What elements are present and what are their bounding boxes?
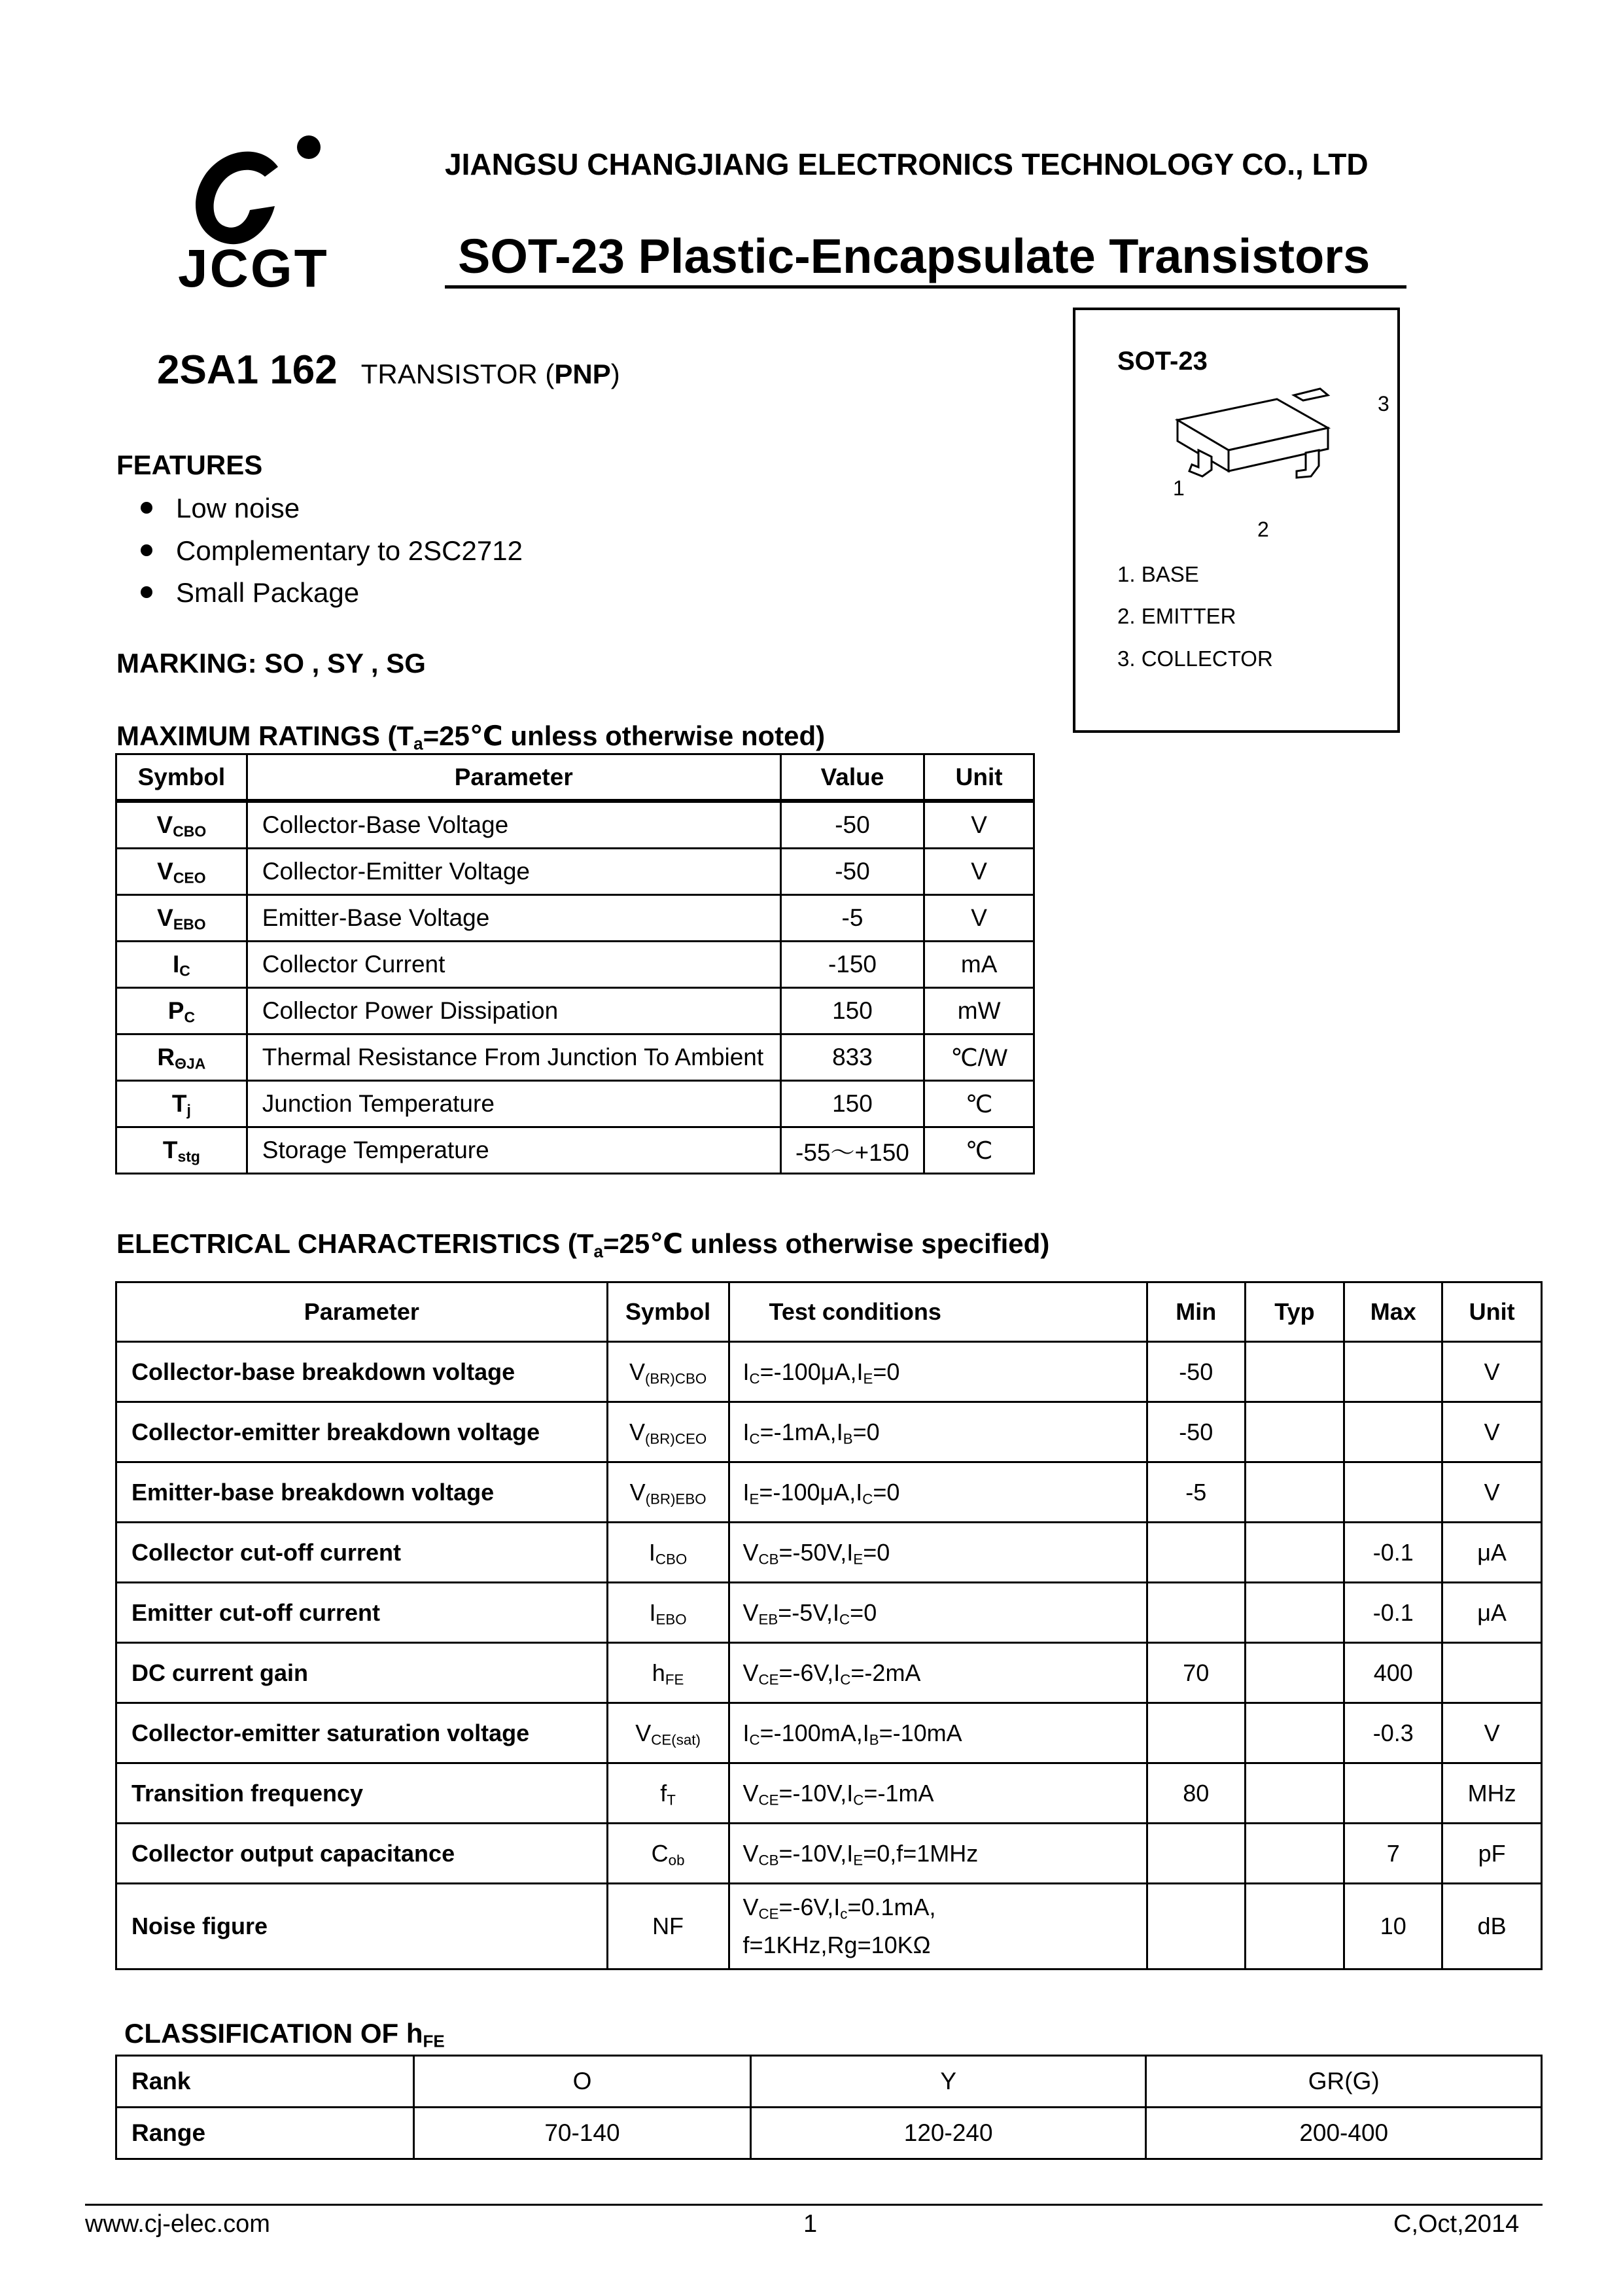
cond-val: =-1mA,: [759, 1418, 837, 1445]
condition-cell: [729, 1402, 1147, 1462]
parameter-cell: Transition frequency: [116, 1763, 608, 1824]
rank-cell: Y: [750, 2056, 1146, 2108]
symbol-cell: [607, 1462, 729, 1523]
cond-var: V: [742, 1538, 759, 1566]
range-row: [116, 2108, 1542, 2159]
parameter-cell: DC current gain: [116, 1643, 608, 1703]
part-type-prefix: TRANSISTOR (: [360, 359, 555, 389]
electrical-body: [116, 1342, 1542, 1969]
feature-text: Complementary to 2SC2712: [176, 535, 523, 566]
cond-val: =0: [873, 1358, 900, 1385]
value-cell: -50: [780, 801, 924, 849]
symbol-cell: [607, 1523, 729, 1583]
symbol-cell: [607, 1824, 729, 1884]
cond-val: =-1mA: [864, 1779, 934, 1807]
typ-cell: [1245, 1703, 1344, 1763]
max-cell: [1344, 1763, 1442, 1824]
cond-sub: E: [863, 1370, 873, 1387]
table-row: [116, 1583, 1542, 1643]
unit-cell: pF: [1442, 1824, 1542, 1884]
symbol-cell: [116, 1127, 247, 1174]
pin-number-2: 2: [1257, 518, 1269, 541]
revision-date: C,Oct,2014: [1393, 2210, 1520, 2238]
symbol-main: R: [157, 1044, 175, 1070]
condition-line: [743, 1888, 1146, 1926]
cond-val: =-6V,: [778, 1659, 834, 1686]
condition-line: [743, 1539, 1146, 1566]
symbol-main: V: [157, 858, 173, 885]
table-row: [116, 1081, 1034, 1127]
symbol-sub: CBO: [173, 822, 207, 840]
unit-cell: [1442, 1643, 1542, 1703]
table-row: [116, 1824, 1542, 1884]
symbol-main: I: [648, 1538, 655, 1566]
unit-cell: V: [1442, 1462, 1542, 1523]
cond-val: =-50V,: [778, 1538, 847, 1566]
symbol-cell: [116, 988, 247, 1034]
cond-var: I: [833, 1659, 841, 1686]
value-cell: 150: [780, 1081, 924, 1127]
symbol-sub: CEO: [173, 869, 206, 887]
table-row: [116, 801, 1034, 849]
rank-label: Rank: [116, 2056, 414, 2108]
cond-val: =-2mA: [850, 1659, 921, 1686]
typ-cell: [1245, 1583, 1344, 1643]
parameter-cell: Emitter cut-off current: [116, 1583, 608, 1643]
symbol-cell: [116, 849, 247, 895]
symbol-cell: [607, 1884, 729, 1969]
range-cell: 200-400: [1146, 2108, 1542, 2159]
table-row: [116, 849, 1034, 895]
pin-number-1: 1: [1173, 476, 1185, 500]
symbol-main: NF: [652, 1913, 684, 1939]
symbol-main: T: [162, 1137, 178, 1163]
feature-item: [141, 495, 300, 522]
max-ratings-table: [115, 753, 1035, 1174]
value-cell: 150: [780, 988, 924, 1034]
range-cell: 70-140: [414, 2108, 751, 2159]
symbol-cell: [116, 1034, 247, 1081]
elec-title-pre: ELECTRICAL CHARACTERISTICS (T: [116, 1228, 594, 1259]
min-cell: [1147, 1583, 1245, 1643]
table-header-row: [116, 1282, 1542, 1342]
max-cell: [1344, 1462, 1442, 1523]
max-cell: -0.3: [1344, 1703, 1442, 1763]
symbol-sub: (BR)CBO: [644, 1370, 707, 1387]
cond-var: I: [833, 1894, 841, 1921]
cond-sub: C: [749, 1370, 760, 1387]
cond-var: I: [856, 1358, 864, 1385]
unit-cell: MHz: [1442, 1763, 1542, 1824]
max-cell: 10: [1344, 1884, 1442, 1969]
col-header: Unit: [1442, 1282, 1542, 1342]
parameter-cell: Storage Temperature: [247, 1127, 780, 1174]
table-row: [116, 1523, 1542, 1583]
typ-cell: [1245, 1643, 1344, 1703]
cond-val: =0: [850, 1598, 877, 1626]
unit-cell: dB: [1442, 1884, 1542, 1969]
cond-sub: CE: [758, 1671, 779, 1688]
table-row: [116, 1402, 1542, 1462]
cond-val: =0: [873, 1478, 900, 1506]
col-header: Parameter: [116, 1282, 608, 1342]
condition-cell: [729, 1523, 1147, 1583]
min-cell: [1147, 1824, 1245, 1884]
bullet-icon: [141, 586, 152, 598]
symbol-sub: (BR)EBO: [645, 1491, 707, 1508]
symbol-sub: T: [667, 1792, 676, 1809]
symbol-main: I: [172, 951, 180, 978]
parameter-cell: Collector-Base Voltage: [247, 801, 780, 849]
condition-line: [743, 1599, 1146, 1627]
min-cell: -50: [1147, 1402, 1245, 1462]
symbol-main: I: [649, 1598, 656, 1626]
features-title: FEATURES: [116, 450, 263, 480]
cond-sub: C: [839, 1611, 850, 1628]
pin-number-3: 3: [1378, 392, 1389, 415]
symbol-cell: [607, 1703, 729, 1763]
cond-var: I: [833, 1598, 840, 1626]
max-cell: [1344, 1402, 1442, 1462]
typ-cell: [1245, 1523, 1344, 1583]
condition-line: [743, 1419, 1146, 1446]
max-title-post: =25℃ unless otherwise noted): [423, 720, 826, 751]
sot23-package-drawing: [1151, 373, 1393, 569]
col-header: Symbol: [607, 1282, 729, 1342]
symbol-sub: CE(sat): [651, 1731, 701, 1748]
cond-var: V: [742, 1659, 759, 1686]
cond-sub: C: [853, 1792, 864, 1809]
table-row: [116, 1127, 1034, 1174]
parameter-cell: Collector-base breakdown voltage: [116, 1342, 608, 1402]
cond-val: =-10V,: [778, 1839, 847, 1867]
class-title-text: CLASSIFICATION OF h: [124, 2018, 423, 2049]
typ-cell: [1245, 1402, 1344, 1462]
unit-cell: mA: [924, 942, 1034, 988]
symbol-sub: ΘJA: [175, 1055, 206, 1072]
table-row: [116, 942, 1034, 988]
pin-label-collector: 3. COLLECTOR: [1117, 646, 1273, 671]
min-cell: [1147, 1884, 1245, 1969]
max-title-sub: a: [413, 733, 423, 754]
max-title-pre: MAXIMUM RATINGS (T: [116, 720, 414, 751]
cond-sub: C: [840, 1671, 851, 1688]
min-cell: -50: [1147, 1342, 1245, 1402]
title-underline: [445, 285, 1406, 289]
table-row: [116, 1342, 1542, 1402]
feature-item: [141, 537, 523, 565]
col-header: Min: [1147, 1282, 1245, 1342]
value-cell: -150: [780, 942, 924, 988]
feature-item: [141, 579, 359, 607]
condition-line: [743, 1479, 1146, 1506]
min-cell: -5: [1147, 1462, 1245, 1523]
condition-cell: [729, 1824, 1147, 1884]
symbol-cell: [116, 895, 247, 942]
cond-sub: E: [749, 1491, 759, 1508]
parameter-cell: Collector cut-off current: [116, 1523, 608, 1583]
cond-var: I: [742, 1358, 750, 1385]
table-row: [116, 1643, 1542, 1703]
symbol-sub: j: [186, 1101, 191, 1119]
max-cell: -0.1: [1344, 1583, 1442, 1643]
min-cell: 70: [1147, 1643, 1245, 1703]
symbol-main: V: [629, 1478, 646, 1506]
table-row: [116, 1703, 1542, 1763]
symbol-main: V: [156, 811, 173, 838]
cond-var: V: [742, 1894, 759, 1921]
cond-var: I: [856, 1478, 863, 1506]
table-row: [116, 1462, 1542, 1523]
symbol-cell: [116, 942, 247, 988]
cond-val: =-10V,: [778, 1779, 847, 1807]
max-ratings-body: [116, 801, 1034, 1174]
col-header: Symbol: [116, 754, 247, 802]
condition-line: [743, 1720, 1146, 1747]
symbol-cell: [607, 1763, 729, 1824]
cond-sub: CB: [758, 1551, 779, 1568]
col-header: Test conditions: [729, 1282, 1147, 1342]
parameter-cell: Collector Current: [247, 942, 780, 988]
symbol-sub: EBO: [655, 1611, 687, 1628]
symbol-main: C: [651, 1839, 669, 1867]
condition-cell: [729, 1342, 1147, 1402]
max-ratings-title: [116, 720, 826, 754]
part-polarity: PNP: [554, 359, 611, 389]
cond-sub: B: [843, 1430, 853, 1447]
table-row: [116, 1034, 1034, 1081]
unit-cell: ℃: [924, 1081, 1034, 1127]
condition-line: [743, 1780, 1146, 1807]
cond-var: I: [846, 1839, 854, 1867]
typ-cell: [1245, 1824, 1344, 1884]
typ-cell: [1245, 1462, 1344, 1523]
max-cell: 7: [1344, 1824, 1442, 1884]
min-cell: [1147, 1523, 1245, 1583]
col-header: Unit: [924, 754, 1034, 802]
bullet-icon: [141, 502, 152, 514]
document-title: SOT-23 Plastic-Encapsulate Transistors: [458, 229, 1370, 283]
cond-sub: E: [853, 1852, 864, 1869]
range-cell: 120-240: [750, 2108, 1146, 2159]
cond-sub: CB: [758, 1852, 779, 1869]
parameter-cell: Collector-emitter saturation voltage: [116, 1703, 608, 1763]
cond-var: I: [742, 1418, 750, 1445]
unit-cell: V: [1442, 1703, 1542, 1763]
value-cell: 833: [780, 1034, 924, 1081]
electrical-characteristics-table: [115, 1281, 1543, 1970]
max-cell: [1344, 1342, 1442, 1402]
cond-val: =0,f=1MHz: [863, 1839, 979, 1867]
symbol-main: V: [629, 1358, 645, 1385]
cond-var: I: [742, 1478, 750, 1506]
company-name: JIANGSU CHANGJIANG ELECTRONICS TECHNOLOGY CO., LTD: [445, 147, 1369, 181]
pin-label-emitter: 2. EMITTER: [1117, 604, 1236, 628]
cond-sub: C: [862, 1491, 873, 1508]
value-cell: -50: [780, 849, 924, 895]
table-row: [116, 988, 1034, 1034]
unit-cell: μA: [1442, 1583, 1542, 1643]
symbol-main: f: [660, 1779, 667, 1807]
cond-val: =-100mA,: [759, 1719, 863, 1746]
condition-cell: [729, 1884, 1147, 1969]
symbol-sub: ob: [668, 1852, 685, 1869]
symbol-sub: FE: [665, 1671, 684, 1688]
table-row: [116, 895, 1034, 942]
parameter-cell: Emitter-base breakdown voltage: [116, 1462, 608, 1523]
symbol-main: V: [629, 1418, 645, 1445]
col-header: Parameter: [247, 754, 780, 802]
symbol-sub: C: [184, 1008, 196, 1026]
cond-var: I: [862, 1719, 869, 1746]
cond-val: =0: [852, 1418, 880, 1445]
condition-line: [743, 1659, 1146, 1687]
symbol-sub: C: [179, 962, 190, 980]
symbol-main: h: [652, 1659, 665, 1686]
condition-cell: [729, 1462, 1147, 1523]
parameter-cell: Junction Temperature: [247, 1081, 780, 1127]
cond-sub: EB: [758, 1611, 778, 1628]
cond-sub: B: [869, 1731, 879, 1748]
cond-val: =0.1mA,: [847, 1894, 936, 1921]
feature-text: Low noise: [176, 493, 300, 523]
min-cell: 80: [1147, 1763, 1245, 1824]
classification-table: [115, 2055, 1543, 2160]
symbol-cell: [607, 1643, 729, 1703]
cond-val: =-100μA,: [759, 1478, 856, 1506]
condition-cell: [729, 1643, 1147, 1703]
cond-sub: CE: [758, 1905, 779, 1922]
part-type: [361, 359, 620, 389]
condition-line: f=1KHz,Rg=10KΩ: [742, 1932, 931, 1958]
unit-cell: μA: [1442, 1523, 1542, 1583]
unit-cell: ℃: [924, 1127, 1034, 1174]
unit-cell: mW: [924, 988, 1034, 1034]
condition-line: [743, 1840, 1146, 1867]
parameter-cell: Noise figure: [116, 1884, 608, 1969]
cond-var: V: [742, 1598, 759, 1626]
bullet-icon: [141, 544, 152, 556]
parameter-cell: Thermal Resistance From Junction To Ambient: [247, 1034, 780, 1081]
cond-var: V: [742, 1839, 759, 1867]
cond-sub: C: [749, 1731, 760, 1748]
cond-val: =-5V,: [778, 1598, 833, 1626]
symbol-main: P: [167, 997, 184, 1024]
class-title-sub: FE: [423, 2031, 445, 2051]
condition-cell: [729, 1703, 1147, 1763]
max-cell: 400: [1344, 1643, 1442, 1703]
typ-cell: [1245, 1884, 1344, 1969]
unit-cell: V: [1442, 1402, 1542, 1462]
symbol-cell: [607, 1583, 729, 1643]
cond-var: I: [742, 1719, 750, 1746]
rank-cell: GR(G): [1146, 2056, 1542, 2108]
cond-var: I: [836, 1418, 843, 1445]
unit-cell: ℃/W: [924, 1034, 1034, 1081]
cond-var: I: [846, 1538, 854, 1566]
col-header: Value: [780, 754, 924, 802]
symbol-cell: [607, 1402, 729, 1462]
col-header: Max: [1344, 1282, 1442, 1342]
symbol-sub: stg: [177, 1148, 200, 1165]
cond-sub: CE: [758, 1792, 779, 1809]
value-cell: -5: [780, 895, 924, 942]
symbol-sub: EBO: [173, 915, 206, 933]
unit-cell: V: [924, 895, 1034, 942]
footer-url[interactable]: www.cj-elec.com: [85, 2210, 270, 2238]
col-header: Typ: [1245, 1282, 1344, 1342]
cond-var: I: [846, 1779, 854, 1807]
logo-text: JCGT: [178, 239, 329, 298]
condition-line: [743, 1358, 1146, 1386]
cond-var: V: [742, 1779, 759, 1807]
parameter-cell: Emitter-Base Voltage: [247, 895, 780, 942]
parameter-cell: Collector-emitter breakdown voltage: [116, 1402, 608, 1462]
symbol-cell: [116, 1081, 247, 1127]
table-row: [116, 1763, 1542, 1824]
classification-title: [124, 2018, 445, 2051]
unit-cell: V: [924, 849, 1034, 895]
symbol-sub: (BR)CEO: [644, 1430, 707, 1447]
cond-sub: E: [853, 1551, 864, 1568]
range-label: Range: [116, 2108, 414, 2159]
parameter-cell: Collector Power Dissipation: [247, 988, 780, 1034]
marking-codes: MARKING: SO , SY , SG: [116, 648, 426, 679]
elec-title-post: =25℃ unless otherwise specified): [603, 1228, 1050, 1259]
condition-cell: [729, 1763, 1147, 1824]
symbol-main: T: [171, 1090, 187, 1117]
symbol-sub: CBO: [655, 1551, 688, 1568]
package-title: SOT-23: [1117, 347, 1208, 376]
parameter-cell: Collector-Emitter Voltage: [247, 849, 780, 895]
cond-sub: C: [749, 1430, 760, 1447]
cond-val: =0: [863, 1538, 890, 1566]
page-number: 1: [803, 2210, 818, 2238]
part-number: 2SA1 162: [157, 347, 338, 393]
unit-cell: V: [924, 801, 1034, 849]
rank-cell: O: [414, 2056, 751, 2108]
feature-text: Small Package: [176, 577, 360, 608]
part-type-suffix: ): [610, 359, 620, 389]
max-cell: -0.1: [1344, 1523, 1442, 1583]
unit-cell: V: [1442, 1342, 1542, 1402]
part-heading: [157, 347, 620, 393]
symbol-main: V: [635, 1719, 652, 1746]
symbol-cell: [116, 801, 247, 849]
parameter-cell: Collector output capacitance: [116, 1824, 608, 1884]
symbol-main: V: [157, 904, 173, 931]
condition-cell: [729, 1583, 1147, 1643]
cond-val: =-100μA,: [759, 1358, 857, 1385]
table-row: [116, 1884, 1542, 1969]
value-cell: -55～+150: [780, 1127, 924, 1174]
table-header-row: [116, 754, 1034, 802]
electrical-title: [116, 1228, 1050, 1262]
min-cell: [1147, 1703, 1245, 1763]
rank-row: [116, 2056, 1542, 2108]
footer-rule: [85, 2204, 1543, 2206]
typ-cell: [1245, 1763, 1344, 1824]
elec-title-sub: a: [593, 1241, 604, 1262]
cond-val: =-6V,: [778, 1894, 834, 1921]
cond-val: =-10mA: [879, 1719, 962, 1746]
typ-cell: [1245, 1342, 1344, 1402]
symbol-cell: [607, 1342, 729, 1402]
pin-label-base: 1. BASE: [1117, 562, 1199, 586]
cond-sub: c: [840, 1905, 848, 1922]
